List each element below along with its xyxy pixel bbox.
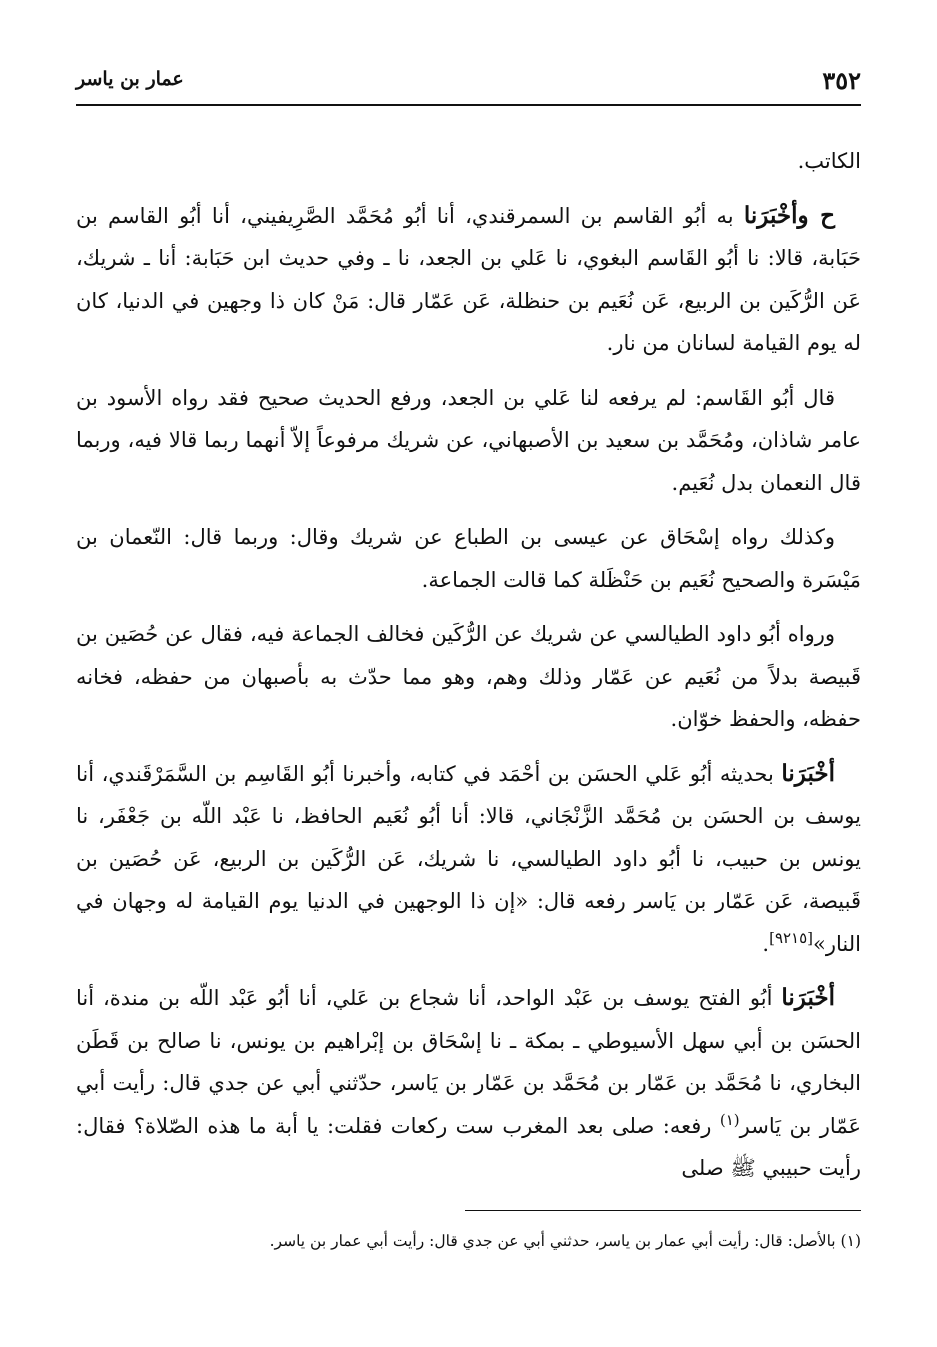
header-rule bbox=[76, 104, 861, 106]
paragraph-text: أبُو الفتح يوسف بن عَبْد الواحد، أنا شجاع بن عَلي، أنا أبُو عَبْد اللّه بن مندة، أنا الحسَن بن أبي سهل الأسيوطي ـ بمكة ـ نا إسْحَاق بن إبْراهيم بن يونس، نا صالح بن قَطَن البخاري، نا مُحَمَّد بن عَمّار بن مُحَمَّد بن عَمّار بن يَاسر، حدّثني أبي عن جدي قال: رأيت أبي عَمّار بن يَاسر bbox=[76, 986, 861, 1138]
paragraph bbox=[76, 613, 861, 741]
akhbarana-keyword: أخْبَرَنا bbox=[781, 759, 835, 787]
main-text bbox=[76, 140, 861, 1202]
paragraph bbox=[76, 140, 861, 183]
paragraph-text: بحديثه أبُو عَلي الحسَن بن أحْمَد في كتابه، وأخبرنا أبُو القَاسِم بن السَّمَرْقَندي، أنا يوسف بن الحسَن بن مُحَمَّد الزَّنْجَاني، قالا: أنا أبُو نُعَيم الحافظ، نا عَبْد اللّه بن جَعْفَر، نا يونس بن حبيب، نا أبُو داود الطيالسي، نا شريك، عَن الرُّكَين بن الربيع، عَن حُصَين بن قَبيصة، عَن عَمّار بن يَاسر رفعه قال: «إن ذا الوجهين في الدنيا يوم القيامة له وجهان في النار» bbox=[76, 761, 861, 956]
paragraph bbox=[76, 377, 861, 505]
paragraph-end: . bbox=[762, 931, 770, 956]
paragraph bbox=[76, 195, 861, 365]
paragraph-text: الكاتب. bbox=[797, 149, 861, 173]
paragraph-text: به أبُو القاسم بن السمرقندي، أنا أبُو مُحَمَّد الصَّرِيفيني، أنا أبُو القاسم بن حَبَابة، قالا: نا أبُو القَاسم البغوي، نا عَلي بن الجعد، نا ـ وفي حديث ابن حَبَابة: أنا ـ شريك، عَن الرُّكَين بن الربيع، عَن نُعَيم بن حنظلة، عَن عَمّار قال: مَنْ كان ذا وجهين في الدنيا، كان له يوم القيامة لسانان من نار. bbox=[76, 203, 861, 355]
paragraph-text: ورواه أبُو داود الطيالسي عن شريك عن الرُّكَين فخالف الجماعة فيه، فقال عن حُصَين بن قَبيصة بدلاً من نُعَيم عن عَمّار وذلك وهم، وهو مما حدّث به بأصبهان من حفظه، فخانه حفظه، والحفظ خوّان. bbox=[76, 622, 861, 731]
akhbarana-keyword: أخْبَرَنا bbox=[781, 984, 835, 1011]
akhbarana-keyword: ح وأخْبَرَنا bbox=[743, 201, 836, 229]
paragraph-text: وكذلك رواه إسْحَاق عن عيسى بن الطباع عن شريك وقال: وربما قال: النّعمان بن مَيْسَرة والصحيح نُعَيم بن حَنْظَلة كما قالت الجماعة. bbox=[76, 525, 861, 592]
paragraph-end: رفعه: صلى بعد المغرب ست ركعات فقلت: يا أبة ما هذه الصّلاة؟ فقال: رأيت حبيبي ﷺ صلى bbox=[76, 1113, 861, 1180]
page-number: ٣٥٢ bbox=[822, 66, 861, 95]
footnote-rule bbox=[465, 1210, 861, 1211]
paragraph-text: قال أبُو القَاسم: لم يرفعه لنا عَلي بن الجعد، ورفع الحديث صحيح فقد رواه الأسود بن عامر شاذان، ومُحَمَّد بن سعيد بن الأصبهاني، عن شريك مرفوعاً إلاّ أنهما ربما قالا فيه، وربما قال النعمان بدل نُعَيم. bbox=[76, 385, 861, 495]
paragraph bbox=[76, 753, 861, 966]
footnote-text: بالأصل: قال: رأيت أبي عمار بن ياسر، حدثني أبي عن جدي قال: رأيت أبي عمار بن ياسر. bbox=[269, 1232, 841, 1250]
running-header bbox=[76, 62, 861, 98]
hadith-number: [٩٢١٥] bbox=[769, 928, 814, 947]
paragraph bbox=[76, 516, 861, 601]
footnote-ref: (١) bbox=[719, 1110, 740, 1129]
footnote bbox=[76, 1228, 861, 1254]
footnote-marker: (١) bbox=[840, 1232, 861, 1250]
paragraph bbox=[76, 977, 861, 1190]
running-title: عمار بن ياسر bbox=[76, 68, 184, 90]
